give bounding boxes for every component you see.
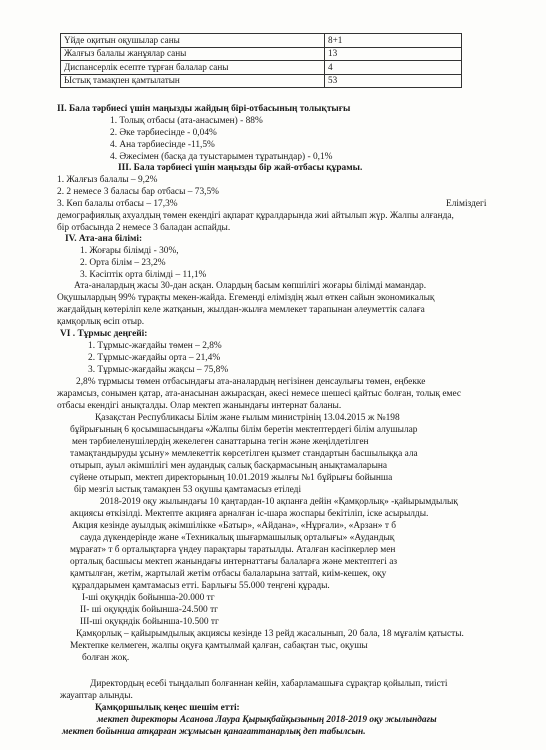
text-line: 2. Тұрмыс-жағдайы орта – 21,4%: [88, 353, 221, 363]
table-cell-value: 8+1: [325, 34, 462, 48]
text-line: ІІІ-ші оқуқндік бойынша-10.500 тг: [80, 617, 219, 627]
text-line: бір мезгіл ыстық тамақпен 53 оқушы қамтамасыз етіледі: [74, 485, 302, 495]
text-line: жарамсыз, сонымен қатар, ата-анасынан ажырасқан, әкесі немесе шешесі қайтыс болған, толық емес: [57, 389, 462, 399]
text-line: отбасы екендігі анықталды. Олар мектеп жанындағы интернат баланы.: [57, 401, 342, 411]
text-line: бұйрығының 6 қосымшасындағы «Жалпы білім беретін мектептердегі білім алушылар: [70, 425, 418, 435]
text-line: Қазақстан Республикасы Білім және ғылым министрінің 13.04.2015 ж №198: [95, 413, 400, 423]
table-cell-label: Үйде оқитын оқушылар саны: [61, 34, 325, 48]
text-line: болған жоқ.: [82, 653, 130, 663]
text-line: III. Бала тәрбиесі үшін маңызды бір жай-отбасы құрамы.: [118, 163, 363, 173]
text-line: құралдарымен қамтамасыз етті. Барлығы 55.000 теңгені құрады.: [72, 581, 330, 591]
text-line: жауаптар алынды.: [60, 691, 133, 701]
text-line: бір отбасында 2 немесе 3 баладан аспайды.: [57, 223, 231, 233]
text-line: VI . Тұрмыс деңгейі:: [60, 329, 148, 339]
text-line: мектеп директоры Асанова Лаура Қырықбайқызының 2018-2019 оқу жылындағы: [97, 715, 437, 725]
text-line: сүйене отырып, мектеп директорының 10.01.2019 жылғы №1 бұйрығы бойынша: [70, 473, 393, 483]
text-line: ІІ- ші оқуқндік бойынша-24.500 тг: [80, 605, 219, 615]
text-line: 3. Көп балалы отбасы – 17,3%: [57, 199, 178, 209]
text-line: тамақтандыруды ұсыну» мемлекеттік көрсетілген қызмет стандартын басшылыққа ала: [70, 449, 418, 459]
text-line: Еліміздегі: [446, 199, 487, 209]
text-line: І-ші оқуқндік бойынша-20.000 тг: [82, 593, 215, 603]
text-line: акциясы өткізілді. Мектепте акцияға арналған іс-шара жоспары бекітіліп, іске асырылды.: [70, 509, 429, 519]
text-line: 4. Ана тәрбиесінде -11,5%: [110, 140, 215, 150]
text-line: II. Бала тәрбиесі үшін маңызды жайдың бірі-отбасының толықтығы: [57, 104, 351, 114]
text-line: 2,8% тұрмысы төмен отбасындағы ата-аналардың негізінен денсаулығы төмен, еңбекке: [76, 377, 426, 387]
text-line: мұрағат» т б орталықтарға үндеу парақтары таратылды. Аталған кәсіпкерлер мен: [70, 545, 396, 555]
text-line: 1. Жоғары білімді - 30%,: [80, 246, 179, 256]
text-line: 1. Жалғыз балалы – 9,2%: [57, 175, 158, 185]
table-cell-value: 13: [325, 47, 462, 61]
text-line: мен тәрбиеленушілердің жекелеген санаттарына тегін және жеңілдетілген: [72, 437, 369, 447]
text-line: IV. Ата-ана білімі:: [65, 234, 143, 244]
text-line: Оқушылардың 99% тұрақты мекен-жайда. Егеменді еліміздің жыл өткен сайын экономикалық: [57, 293, 435, 303]
table-row: [61, 34, 462, 48]
text-line: 1. Тұрмыс-жағдайы төмен – 2,8%: [88, 341, 222, 351]
text-line: 2018-2019 оқу жылындағы 10 қаңтардан-10 ақпанға дейін «Қамқорлық» -қайырымдылық: [100, 497, 458, 507]
text-line: мектеп бойынша атқарған жұмысын қанағаттанарлық деп табылсын.: [62, 727, 366, 737]
text-line: жағдайдың көтеріліп келе жатқанын, жылдан-жылға мемлекет тарапынан әлеуметтік салаға: [57, 305, 425, 315]
text-line: Акция кезінде ауылдық әкімшілікке «Батыр», «Айдана», «Нұрғали», «Арзан» т б: [72, 521, 397, 531]
text-line: Мектепке келмеген, жалпы оқуға қамтылмай қалған, сабақтан тыс, оқушы: [70, 641, 368, 651]
table-cell-value: 4: [325, 61, 462, 75]
table-cell-value: 53: [325, 74, 462, 88]
text-line: 3. Тұрмыс-жағдайы жақсы – 75,8%: [88, 365, 229, 375]
table-cell-label: Жалғыз балалы жанұялар саны: [61, 47, 325, 61]
text-line: 2. Орта білім – 23,2%: [80, 258, 166, 268]
text-line: қамтылған, жетім, жартылай жетім отбасы балаларына заттай, киім-кешек, оқу: [70, 569, 387, 579]
text-line: Қамқоршылық кеңес шешім етті:: [95, 703, 240, 713]
text-line: 2. 2 немесе 3 баласы бар отбасы – 73,5%: [57, 187, 219, 197]
text-line: Директордың есебі тыңдалып болғаннан кейін, хабарламашыға сұрақтар қойылып, тиісті: [90, 679, 448, 689]
table-cell-label: Диспансерлік есепте тұрған балалар саны: [61, 61, 325, 75]
text-line: Ата-аналардың жасы 30-дан асқан. Олардың басым көпшілігі жоғары білімді мамандар.: [74, 281, 427, 291]
table-row: [61, 47, 462, 61]
table-row: [61, 74, 462, 88]
text-line: қамқорлық өсіп отыр.: [57, 317, 145, 327]
summary-table: [60, 33, 462, 88]
text-line: 2. Әке тәрбиесінде - 0,04%: [110, 128, 217, 138]
text-line: отырып, ауыл әкімшілігі мен аудандық салық басқармасының анықтамаларына: [70, 461, 388, 471]
text-line: Қамқорлық – қайырымдылық акциясы кезінде 13 рейд жасалынып, 20 бала, 18 мұғалім қатысты.: [76, 629, 464, 639]
text-line: сауда дүкендерінде және «Техникалық шығармашылық орталығы» «Аудандық: [80, 533, 395, 543]
table-cell-label: Ыстық тамақпен қамтылатын: [61, 74, 325, 88]
text-line: 4. Әжесімен (басқа да туыстарымен тұратындар) - 0,1%: [110, 152, 333, 162]
table-row: [61, 61, 462, 75]
text-line: демографиялық ахуалдың төмен екендігі ақпарат құралдарында жиі айтылып жүр. Жалпы алғанда,: [57, 211, 454, 221]
text-line: 1. Толық отбасы (ата-анасымен) - 88%: [110, 116, 263, 126]
text-line: 3. Кәсіптік орта білімді – 11,1%: [80, 270, 207, 280]
text-line: орталық басшысы мектеп жанындағы интернаттағы балаларға және мектептегі аз: [70, 557, 398, 567]
